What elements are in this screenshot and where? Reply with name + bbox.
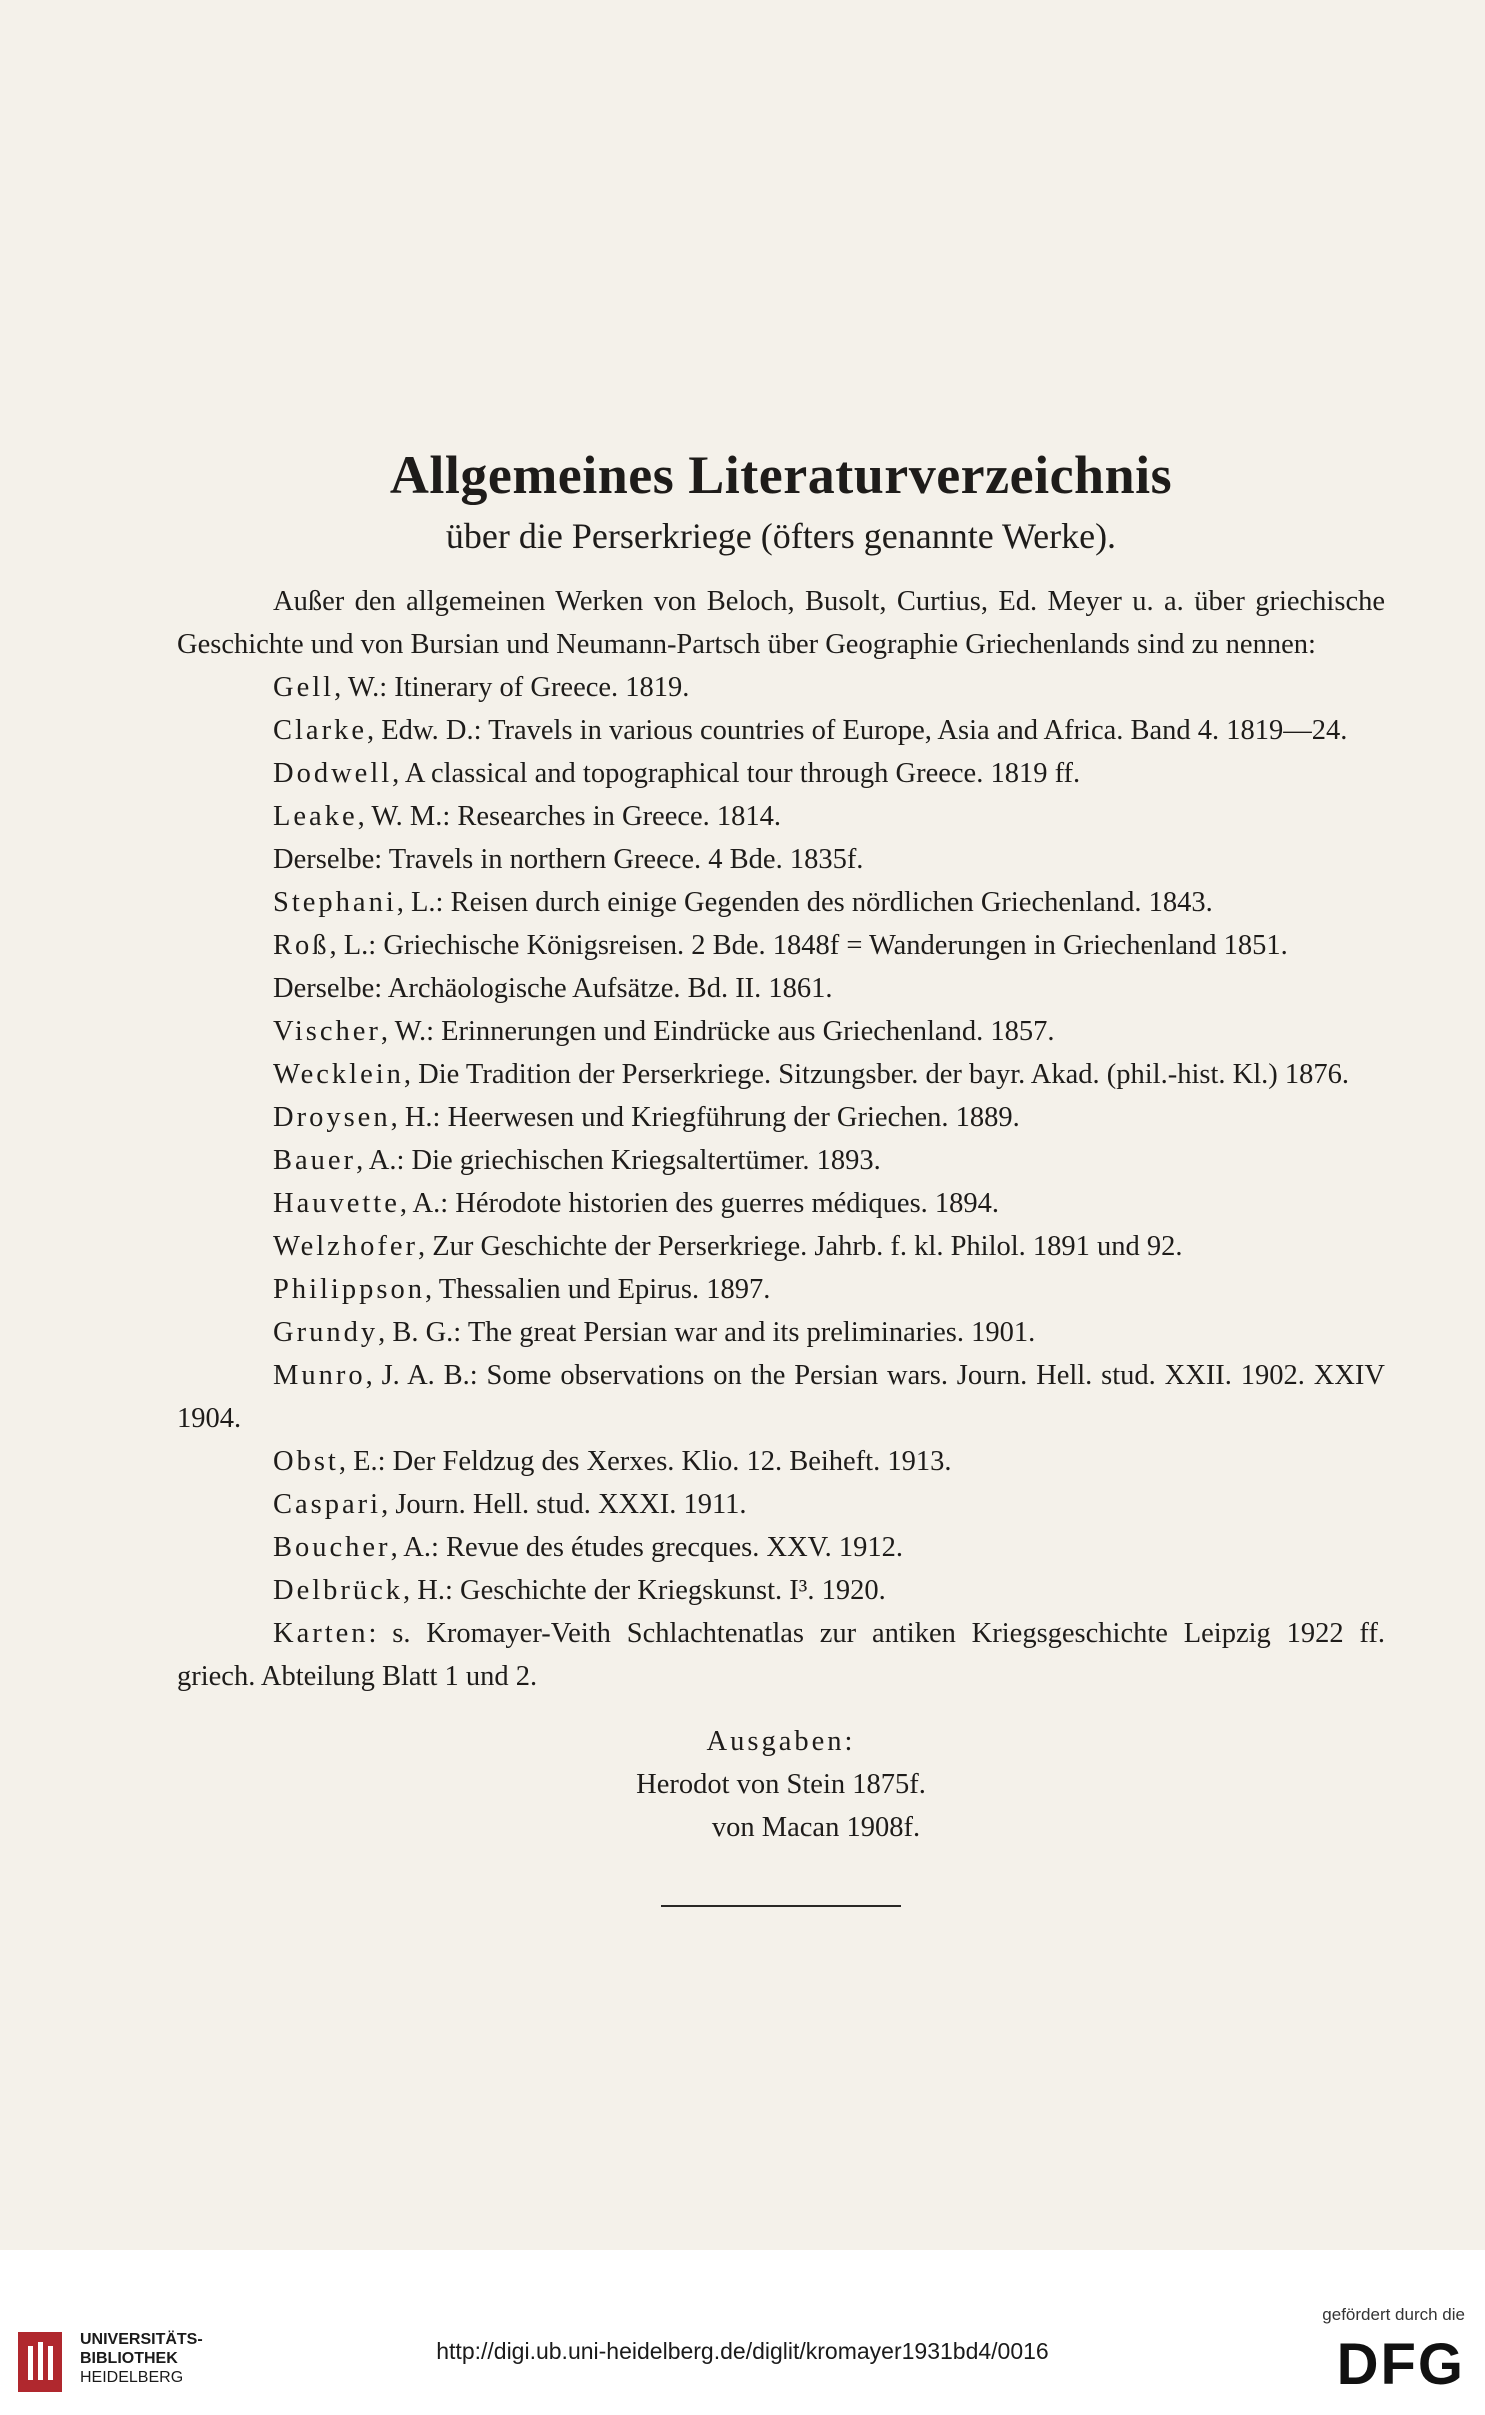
entry-text: , A.: Revue des études grecques. XXV. 1912. <box>390 1532 903 1563</box>
bibliography-entry <box>177 1483 1385 1526</box>
entry-author: Bauer <box>273 1145 357 1176</box>
entry-text: , Edw. D.: Travels in various countries of Europe, Asia and Africa. Band 4. 1819—24. <box>366 715 1348 746</box>
bibliography-entry <box>177 1010 1385 1053</box>
entry-author: Grundy <box>273 1317 379 1348</box>
bibliography-entry <box>177 881 1385 924</box>
entry-author: Droysen <box>273 1102 391 1133</box>
entry-author: Delbrück <box>273 1575 404 1606</box>
section-divider <box>661 1905 901 1907</box>
entry-author: Gell <box>273 672 335 703</box>
entry-text: , W. M.: Researches in Greece. 1814. <box>357 801 782 832</box>
dfg-logo: DFG <box>1336 2332 1465 2397</box>
intro-paragraph: Außer den allgemeinen Werken von Beloch, Busolt, Curtius, Ed. Meyer u. a. über griechische Geschichte und von Bursian und Neumann-Partsch über Geographie Griechenlands sind zu nennen: <box>177 586 1385 660</box>
entry-text: Derselbe: Travels in northern Greece. 4 Bde. 1835f. <box>273 844 864 875</box>
entry-text: , L.: Reisen durch einige Gegenden des nördlichen Griechenland. 1843. <box>396 887 1213 918</box>
bibliography-entry <box>177 1440 1385 1483</box>
entry-text: , Journ. Hell. stud. XXXI. 1911. <box>381 1489 747 1520</box>
entry-text: , H.: Geschichte der Kriegskunst. I³. 1920. <box>403 1575 886 1606</box>
entry-text: , A.: Hérodote historien des guerres médiques. 1894. <box>399 1188 1000 1219</box>
bibliography-entry <box>177 967 1385 1010</box>
entry-author: Clarke <box>273 715 367 746</box>
entry-author: Karten <box>273 1618 369 1649</box>
entry-author: Stephani <box>273 887 397 918</box>
entry-author: Philippson <box>273 1274 425 1305</box>
entry-author: Caspari <box>273 1489 382 1520</box>
bibliography-entry <box>177 1569 1385 1612</box>
footer-bar <box>0 2250 1485 2415</box>
source-url-link[interactable]: http://digi.ub.uni-heidelberg.de/diglit/kromayer1931bd4/0016 <box>436 2338 1049 2364</box>
edition-stein: Herodot von Stein 1875f. <box>636 1769 926 1800</box>
entry-text: , Thessalien und Epirus. 1897. <box>424 1274 771 1305</box>
entry-text: , W.: Itinerary of Greece. 1819. <box>334 672 690 703</box>
bibliography-entry <box>177 752 1385 795</box>
bibliography-entry <box>177 1612 1385 1698</box>
bibliography-entry <box>177 1268 1385 1311</box>
entry-author: Wecklein <box>273 1059 404 1090</box>
bibliography-entry <box>177 924 1385 967</box>
entry-author: Boucher <box>273 1532 391 1563</box>
library-name-line1: UNIVERSITÄTS- <box>80 2331 203 2348</box>
bibliography-entry <box>177 1311 1385 1354</box>
entry-author: Leake <box>273 801 358 832</box>
edition-macan: von Macan 1908f. <box>711 1812 921 1843</box>
bibliography-entry <box>177 666 1385 709</box>
editions-heading: Ausgaben: <box>706 1726 856 1757</box>
bibliography-entry <box>177 1225 1385 1268</box>
page-title: Allgemeines Literaturverzeichnis <box>389 445 1173 505</box>
page-content <box>177 440 1385 1907</box>
bibliography-entry <box>177 795 1385 838</box>
library-name-line3: HEIDELBERG <box>80 2369 184 2386</box>
bibliography-entry <box>177 838 1385 881</box>
bibliography-entry <box>177 1139 1385 1182</box>
entry-author: Obst <box>273 1446 339 1477</box>
entry-text: , A.: Die griechischen Kriegsaltertümer. 1893. <box>356 1145 881 1176</box>
bibliography-entry <box>177 709 1385 752</box>
bibliography-list <box>177 666 1385 1698</box>
entry-author: Roß <box>273 930 330 961</box>
entry-author: Hauvette <box>273 1188 400 1219</box>
entry-author: Welzhofer <box>273 1231 418 1262</box>
page-subtitle: über die Perserkriege (öfters genannte Werke). <box>445 516 1117 556</box>
entry-text: , H.: Heerwesen und Kriegführung der Griechen. 1889. <box>390 1102 1020 1133</box>
entry-author: Dodwell <box>273 758 393 789</box>
bibliography-entry <box>177 1354 1385 1440</box>
entry-text: , A classical and topographical tour through Greece. 1819 ff. <box>392 758 1081 789</box>
bibliography-entry <box>177 1053 1385 1096</box>
entry-text: : s. Kromayer-Veith Schlachtenatlas zur antiken Kriegsgeschichte Leipzig 1922 ff. griech. Abteilung Blatt 1 und 2. <box>177 1618 1385 1692</box>
entry-author: Munro <box>273 1360 366 1391</box>
entry-text: , Zur Geschichte der Perserkriege. Jahrb. f. kl. Philol. 1891 und 92. <box>417 1231 1183 1262</box>
entry-text: , Die Tradition der Perserkriege. Sitzungsber. der bayr. Akad. (phil.-hist. Kl.) 1876. <box>403 1059 1350 1090</box>
funding-caption: gefördert durch die <box>1322 2305 1465 2324</box>
bibliography-entry <box>177 1526 1385 1569</box>
entry-text: , J. A. B.: Some observations on the Persian wars. Journ. Hell. stud. XXII. 1902. XXIV 1904. <box>177 1360 1385 1434</box>
bibliography-entry <box>177 1096 1385 1139</box>
library-name-line2: BIBLIOTHEK <box>80 2350 178 2367</box>
entry-text: , L.: Griechische Königsreisen. 2 Bde. 1848f = Wanderungen in Griechenland 1851. <box>329 930 1288 961</box>
entry-text: , B. G.: The great Persian war and its preliminaries. 1901. <box>378 1317 1036 1348</box>
bibliography-entry <box>177 1182 1385 1225</box>
entry-text: Derselbe: Archäologische Aufsätze. Bd. II. 1861. <box>273 973 833 1004</box>
editions-section <box>177 1720 1385 1849</box>
entry-text: , W.: Erinnerungen und Eindrücke aus Griechenland. 1857. <box>380 1016 1055 1047</box>
entry-text: , E.: Der Feldzug des Xerxes. Klio. 12. Beiheft. 1913. <box>338 1446 952 1477</box>
entry-author: Vischer <box>273 1016 381 1047</box>
